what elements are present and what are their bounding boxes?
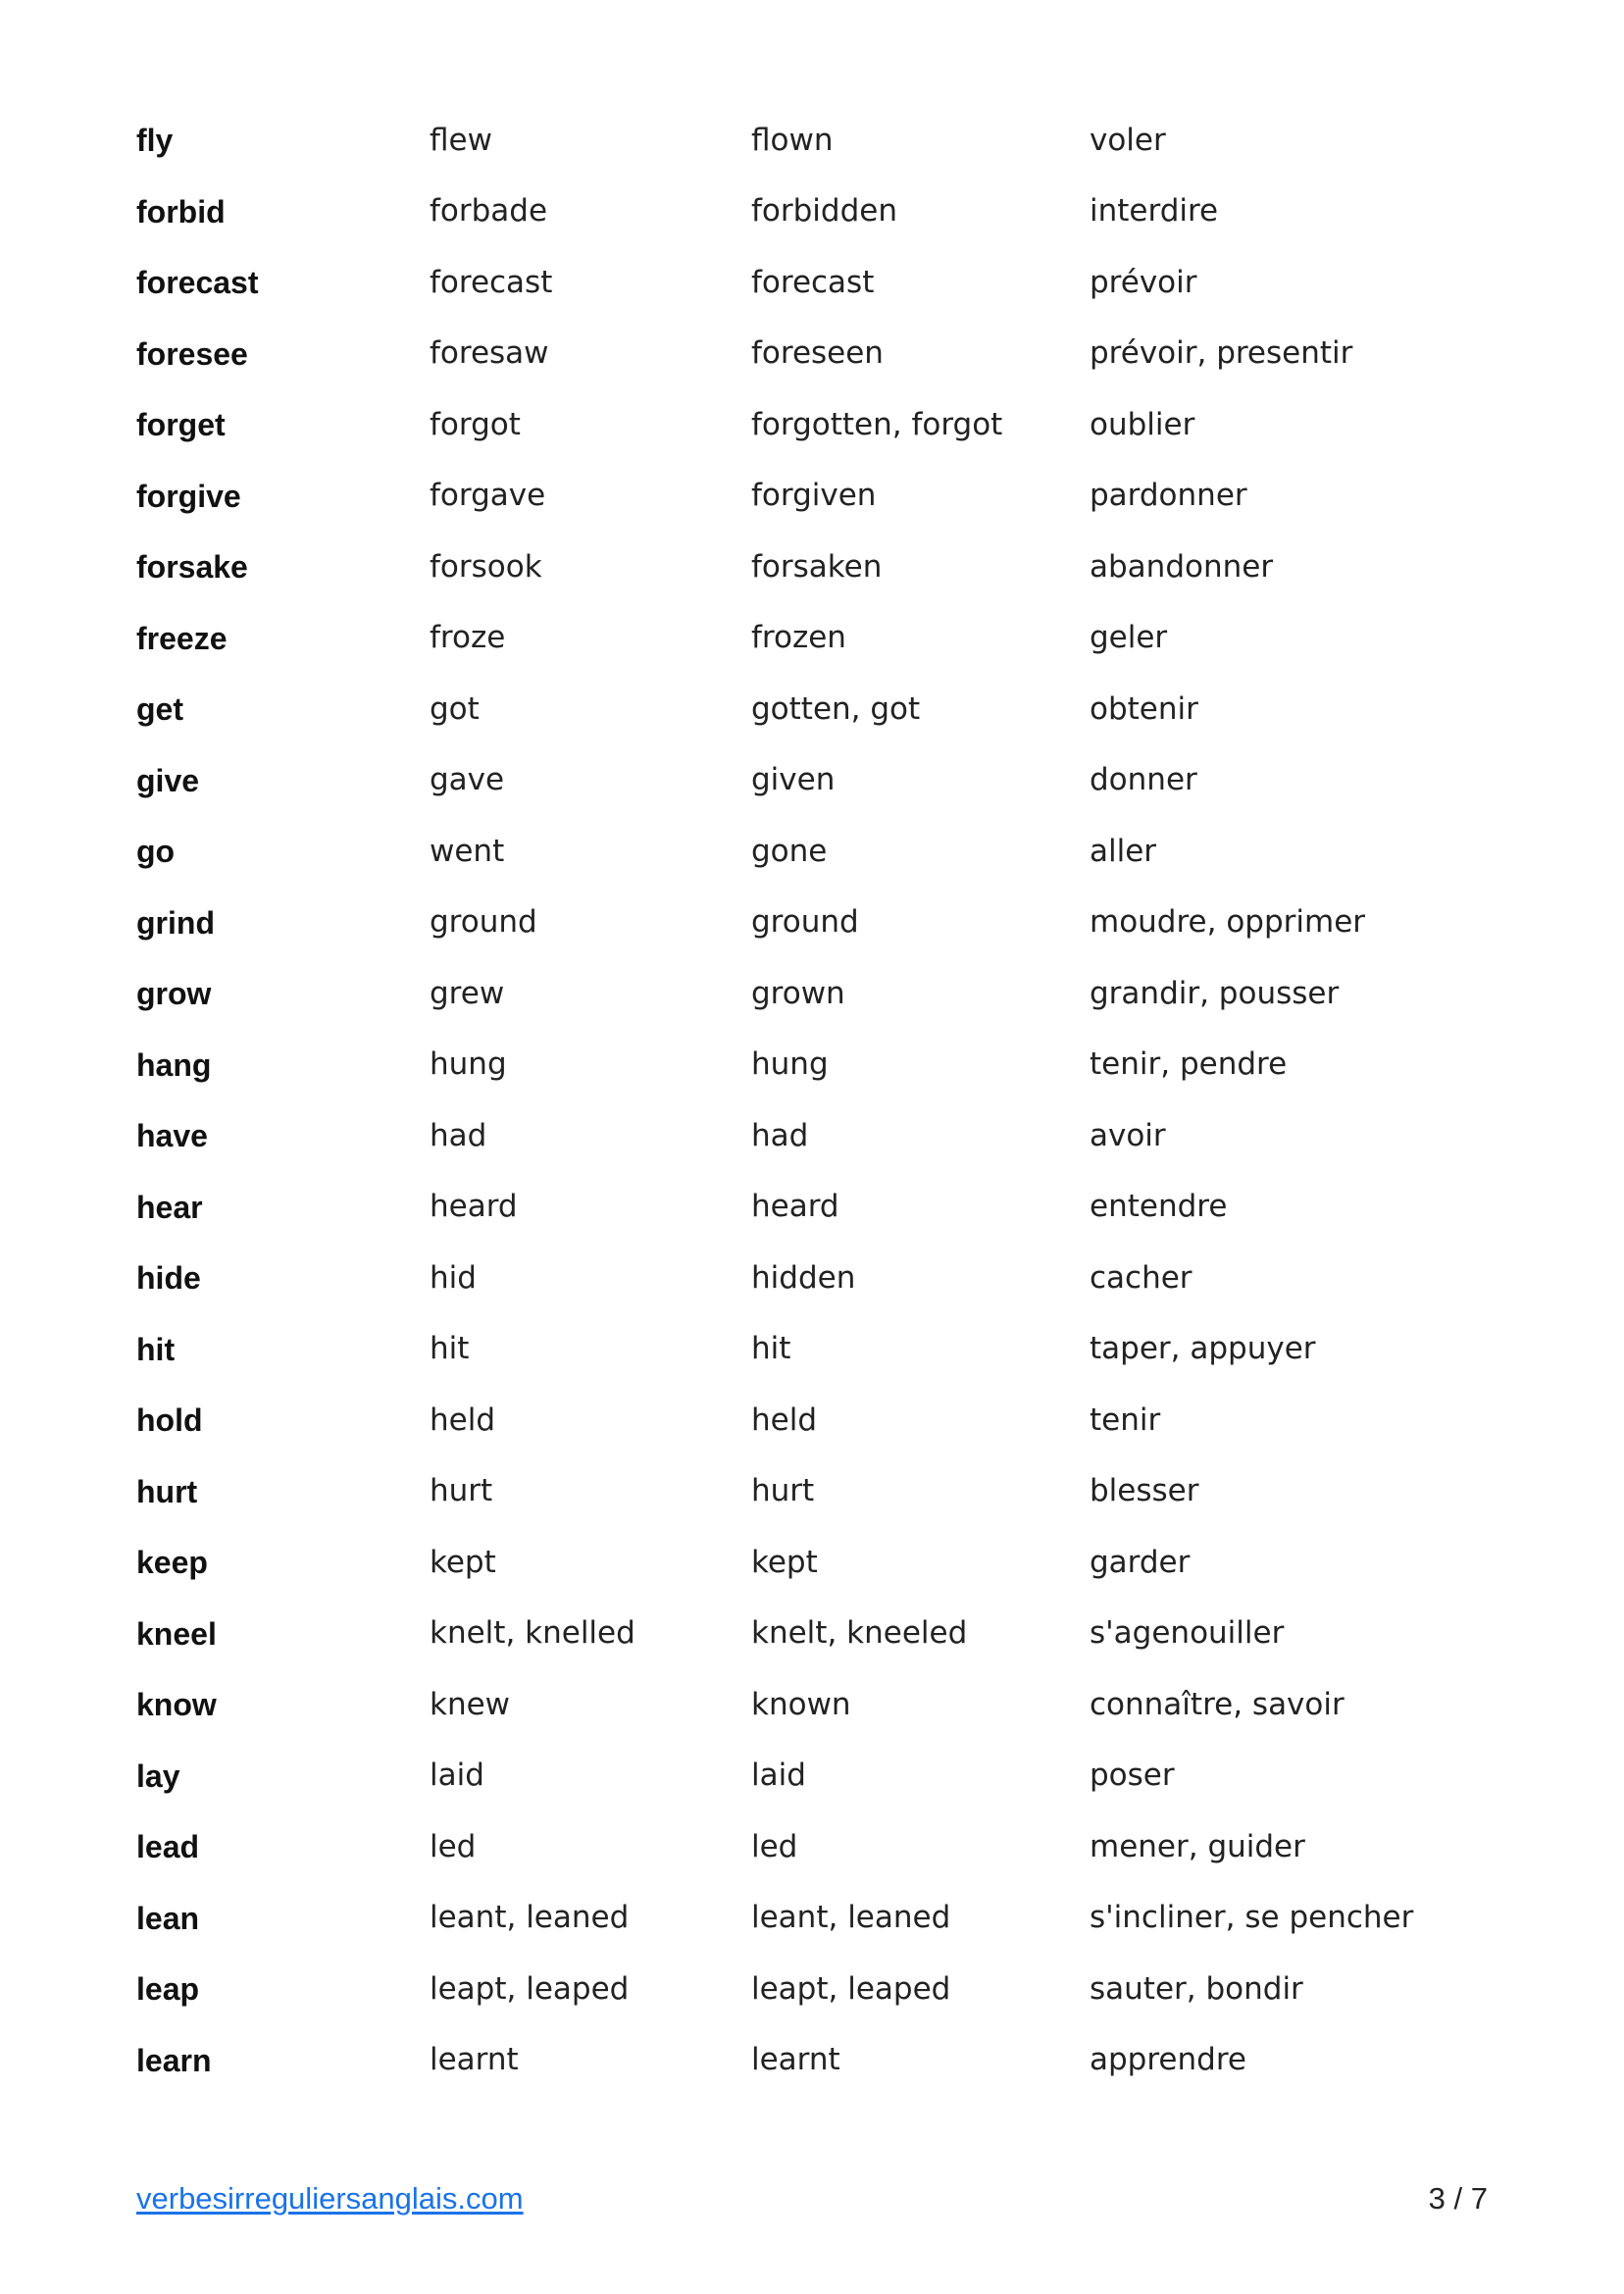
verb-base-form: grind: [136, 904, 215, 941]
verb-translation: aller: [1090, 833, 1157, 869]
verb-past-simple: hurt: [430, 1473, 493, 1509]
verb-past-simple: forecast: [430, 264, 553, 300]
verb-base-form: forecast: [136, 265, 259, 301]
verb-past-simple: led: [430, 1828, 477, 1864]
verb-past-simple: learnt: [430, 2042, 519, 2078]
verb-past-simple: hit: [430, 1331, 470, 1367]
verb-base-form: lead: [136, 1829, 200, 1865]
verb-past-simple: heard: [430, 1189, 518, 1225]
verb-translation: geler: [1090, 620, 1168, 656]
verb-translation: moudre, opprimer: [1090, 904, 1366, 941]
verb-past-participle: forgiven: [751, 478, 877, 514]
verb-past-simple: froze: [430, 620, 506, 656]
verb-past-participle: forgotten, forgot: [751, 406, 1003, 442]
verb-past-participle: ground: [751, 904, 859, 941]
verb-translation: prévoir, presentir: [1090, 335, 1353, 372]
verb-past-participle: flown: [751, 122, 834, 158]
verb-past-simple: grew: [430, 975, 505, 1011]
verb-past-participle: hidden: [751, 1259, 856, 1296]
irregular-verbs-table: [136, 105, 1490, 2096]
verb-row: [136, 816, 1490, 888]
verb-row: [136, 532, 1490, 603]
verb-row: [136, 461, 1490, 533]
verb-row: [136, 958, 1490, 1030]
verb-past-participle: leant, leaned: [751, 1900, 951, 1936]
verb-row: [136, 1100, 1490, 1172]
verb-base-form: forgive: [136, 478, 241, 514]
verb-row: [136, 105, 1490, 177]
verb-translation: blesser: [1090, 1473, 1199, 1509]
verb-translation: taper, appuyer: [1090, 1331, 1316, 1367]
verb-row: [136, 1030, 1490, 1101]
verb-row: [136, 2025, 1490, 2097]
verb-past-simple: knew: [430, 1686, 511, 1722]
verb-past-participle: gotten, got: [751, 690, 921, 727]
verb-past-simple: forgave: [430, 478, 546, 514]
verb-past-simple: ground: [430, 904, 537, 941]
verb-past-participle: frozen: [751, 620, 846, 656]
verb-past-participle: gone: [751, 833, 828, 869]
verb-past-simple: flew: [430, 122, 492, 158]
verb-past-simple: foresaw: [430, 335, 549, 372]
verb-row: [136, 674, 1490, 745]
verb-past-participle: kept: [751, 1544, 818, 1580]
page-number: 3 / 7: [1428, 2181, 1488, 2216]
verb-past-simple: held: [430, 1402, 496, 1438]
verb-past-participle: hung: [751, 1046, 829, 1083]
verb-past-simple: laid: [430, 1758, 484, 1794]
verb-row: [136, 247, 1490, 319]
verb-past-simple: leant, leaned: [430, 1900, 630, 1936]
verb-translation: poser: [1090, 1758, 1175, 1794]
verb-past-simple: hid: [430, 1259, 477, 1296]
verb-translation: mener, guider: [1090, 1828, 1305, 1864]
verb-past-participle: learnt: [751, 2042, 840, 2078]
verb-row: [136, 603, 1490, 675]
verb-row: [136, 1314, 1490, 1386]
verb-past-participle: led: [751, 1828, 798, 1864]
verb-row: [136, 177, 1490, 248]
verb-base-form: freeze: [136, 620, 228, 656]
verb-past-simple: gave: [430, 762, 505, 798]
verb-past-participle: given: [751, 762, 836, 798]
verb-row: [136, 389, 1490, 461]
verb-past-participle: hit: [751, 1331, 791, 1367]
verb-row: [136, 1954, 1490, 2025]
verb-past-simple: forsook: [430, 548, 542, 585]
verb-base-form: lay: [136, 1758, 180, 1794]
verb-translation: apprendre: [1090, 2042, 1246, 2078]
verb-past-participle: grown: [751, 975, 845, 1011]
verb-base-form: forbid: [136, 193, 226, 229]
verb-base-form: hold: [136, 1402, 203, 1439]
verb-past-simple: leapt, leaped: [430, 1970, 630, 2007]
verb-row: [136, 1385, 1490, 1456]
verb-row: [136, 319, 1490, 390]
verb-base-form: go: [136, 834, 176, 870]
verb-translation: sauter, bondir: [1090, 1970, 1303, 2007]
verb-past-simple: got: [430, 690, 480, 727]
verb-base-form: get: [136, 691, 183, 728]
verb-past-participle: forecast: [751, 264, 875, 300]
verb-past-simple: forbade: [430, 193, 548, 229]
verb-base-form: leap: [136, 1971, 200, 2008]
verb-past-simple: forgot: [430, 406, 521, 442]
verb-past-participle: knelt, kneeled: [751, 1615, 968, 1652]
verb-translation: tenir: [1090, 1402, 1161, 1438]
verb-translation: pardonner: [1090, 478, 1247, 514]
verb-past-participle: held: [751, 1402, 818, 1438]
verb-translation: donner: [1090, 762, 1197, 798]
verb-past-participle: foreseen: [751, 335, 884, 372]
verb-base-form: have: [136, 1118, 208, 1154]
verb-translation: s'agenouiller: [1090, 1615, 1285, 1652]
verb-translation: interdire: [1090, 193, 1219, 229]
verb-past-simple: kept: [430, 1544, 496, 1580]
verb-row: [136, 1669, 1490, 1741]
verb-base-form: learn: [136, 2042, 212, 2078]
verb-past-participle: hurt: [751, 1473, 815, 1509]
verb-translation: grandir, pousser: [1090, 975, 1340, 1011]
verb-base-form: lean: [136, 1900, 200, 1936]
verb-past-participle: laid: [751, 1758, 806, 1794]
verb-base-form: give: [136, 762, 200, 798]
verb-past-simple: knelt, knelled: [430, 1615, 635, 1652]
verb-row: [136, 888, 1490, 959]
verb-translation: cacher: [1090, 1259, 1193, 1296]
verb-base-form: kneel: [136, 1615, 217, 1652]
verb-row: [136, 1883, 1490, 1955]
verb-past-participle: leapt, leaped: [751, 1970, 951, 2007]
verb-base-form: hear: [136, 1189, 203, 1225]
verb-past-simple: had: [430, 1117, 487, 1153]
verb-past-participle: heard: [751, 1189, 839, 1225]
verb-past-participle: had: [751, 1117, 809, 1153]
verb-base-form: hit: [136, 1331, 176, 1367]
verb-past-simple: went: [430, 833, 505, 869]
verb-translation: prévoir: [1090, 264, 1197, 300]
verb-base-form: hang: [136, 1046, 212, 1083]
verb-row: [136, 1172, 1490, 1244]
verb-row: [136, 1456, 1490, 1528]
website-link[interactable]: verbesirreguliersanglais.com: [136, 2181, 524, 2216]
verb-translation: connaître, savoir: [1090, 1686, 1345, 1722]
verb-translation: obtenir: [1090, 690, 1198, 727]
verb-row: [136, 745, 1490, 817]
verb-translation: voler: [1090, 122, 1166, 158]
verb-base-form: keep: [136, 1545, 208, 1581]
verb-past-participle: forsaken: [751, 548, 883, 585]
verb-row: [136, 1527, 1490, 1599]
verb-row: [136, 1243, 1490, 1314]
verb-base-form: grow: [136, 976, 212, 1012]
verb-translation: garder: [1090, 1544, 1191, 1580]
verb-base-form: fly: [136, 123, 174, 159]
verb-translation: abandonner: [1090, 548, 1274, 585]
verb-base-form: hide: [136, 1260, 201, 1297]
verb-base-form: forget: [136, 407, 226, 443]
verb-row: [136, 1599, 1490, 1670]
verb-base-form: forsake: [136, 549, 248, 586]
verb-past-participle: forbidden: [751, 193, 897, 229]
verb-base-form: know: [136, 1687, 217, 1723]
verb-translation: oublier: [1090, 406, 1195, 442]
verb-past-simple: hung: [430, 1046, 507, 1083]
verb-base-form: foresee: [136, 335, 248, 372]
verb-translation: s'incliner, se pencher: [1090, 1900, 1414, 1936]
verb-row: [136, 1811, 1490, 1883]
verb-base-form: hurt: [136, 1473, 198, 1509]
verb-row: [136, 1741, 1490, 1812]
page-footer: [136, 2179, 1488, 2218]
verb-translation: avoir: [1090, 1117, 1166, 1153]
verb-past-participle: known: [751, 1686, 851, 1722]
verb-translation: entendre: [1090, 1189, 1228, 1225]
verb-translation: tenir, pendre: [1090, 1046, 1288, 1083]
